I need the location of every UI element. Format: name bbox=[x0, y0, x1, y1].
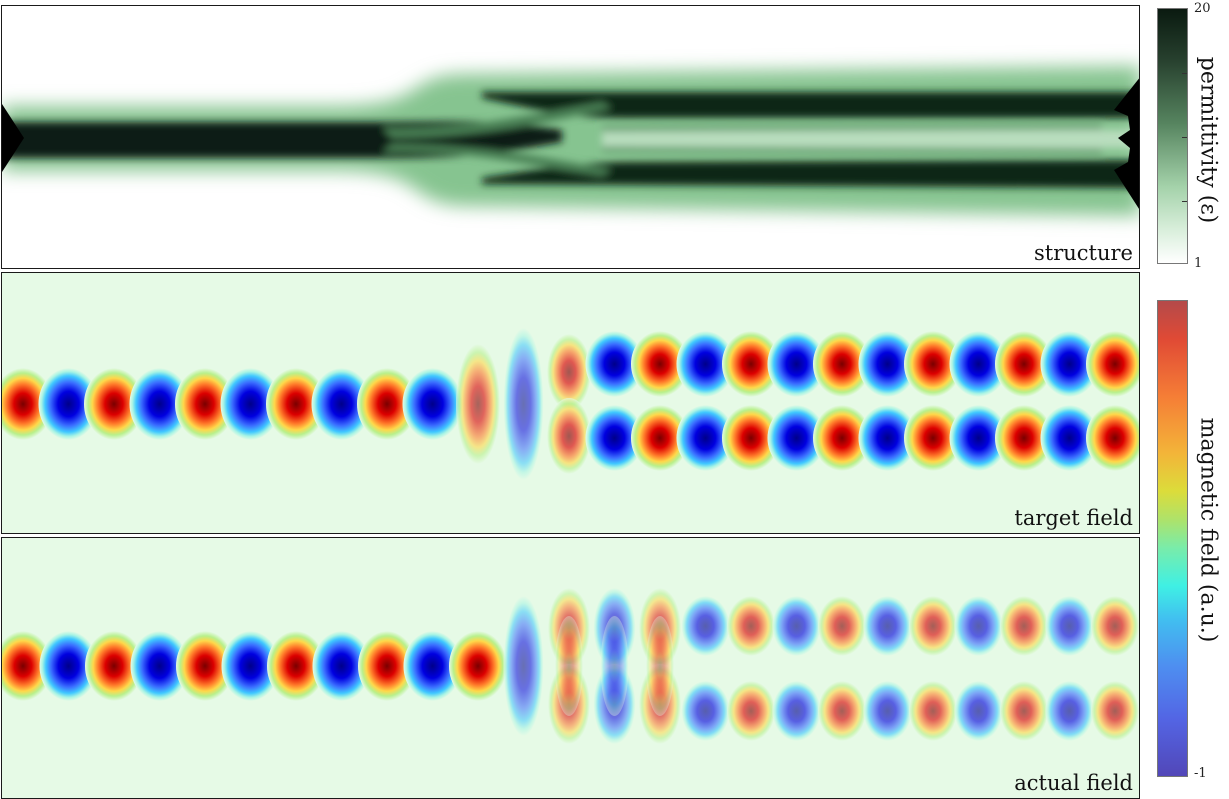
field-lobe-negative bbox=[1046, 596, 1094, 656]
actual-field-plot bbox=[2, 538, 1140, 799]
field-lobe-positive bbox=[1091, 681, 1139, 741]
actual-field-panel bbox=[1, 537, 1140, 799]
field-lobe-negative bbox=[682, 681, 730, 741]
field-lobe-negative bbox=[504, 328, 544, 480]
field-lobe-positive bbox=[727, 681, 775, 741]
field-lobe-positive bbox=[909, 681, 957, 741]
field-lobe-positive bbox=[555, 616, 583, 716]
field-lobe-positive bbox=[646, 616, 674, 716]
field-lobe-negative bbox=[773, 596, 821, 656]
field-lobe-negative bbox=[864, 596, 912, 656]
actual-field-label: actual field bbox=[1014, 771, 1133, 795]
colorbar-tick bbox=[1182, 201, 1187, 202]
target-field-plot bbox=[2, 273, 1140, 534]
permittivity-colorbar-title: permittivity (ε) bbox=[1195, 56, 1221, 224]
field-lobe-negative bbox=[864, 681, 912, 741]
field-lobe-positive bbox=[449, 631, 507, 701]
permittivity-colorbar bbox=[1157, 8, 1188, 264]
magnetic-field-colorbar bbox=[1157, 300, 1188, 777]
field-lobe-negative bbox=[504, 596, 544, 736]
magnetic-field-colorbar-title: magnetic field (a.u.) bbox=[1195, 417, 1221, 643]
structure-label: structure bbox=[1034, 241, 1133, 265]
field-lobe-positive bbox=[727, 596, 775, 656]
structure-panel bbox=[1, 5, 1140, 269]
field-min-label: -1 bbox=[1194, 766, 1207, 781]
colorbar-tick bbox=[1182, 73, 1187, 74]
field-lobe-positive bbox=[909, 596, 957, 656]
field-lobe-negative bbox=[773, 681, 821, 741]
field-lobe-negative bbox=[955, 596, 1003, 656]
field-lobe-positive bbox=[1000, 596, 1048, 656]
field-lobe-negative bbox=[1046, 681, 1094, 741]
field-lobe-negative bbox=[682, 596, 730, 656]
permittivity-min-label: 1 bbox=[1194, 256, 1203, 271]
colorbar-tick bbox=[1182, 137, 1187, 138]
field-lobe-negative bbox=[955, 681, 1003, 741]
structure-plot bbox=[2, 6, 1140, 269]
field-lobe-positive bbox=[818, 681, 866, 741]
field-lobe-positive bbox=[818, 596, 866, 656]
permittivity-max-label: 20 bbox=[1194, 1, 1211, 16]
field-lobe-positive bbox=[1091, 596, 1139, 656]
target-field-label: target field bbox=[1014, 506, 1133, 530]
field-lobe-negative bbox=[601, 616, 629, 716]
target-field-panel bbox=[1, 272, 1140, 534]
field-lobe-positive bbox=[456, 344, 500, 464]
field-lobe-positive bbox=[1000, 681, 1048, 741]
field-lobe-positive bbox=[547, 398, 591, 474]
field-lobe-negative bbox=[403, 368, 463, 440]
